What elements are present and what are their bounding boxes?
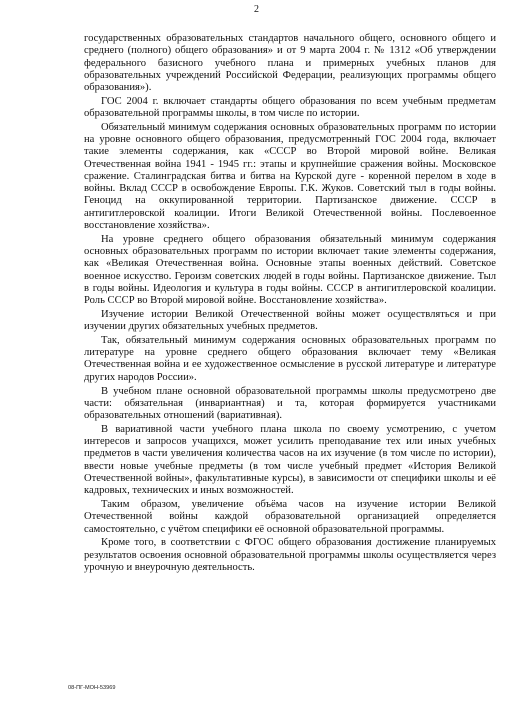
paragraph: Таким образом, увеличение объёма часов на изучение истории Великой Отечественной войны каждой образовательной организацией определяется самостоятельно, с учётом специфики её основной образовательной программы. — [84, 499, 496, 535]
paragraph: Изучение истории Великой Отечественной войны может осуществляться и при изучении других обязательных учебных предметов. — [84, 308, 496, 333]
paragraph: Обязательный минимум содержания основных образовательных программ по истории на уровне основного общего образования, предусмотренный ГОС 2004 года, включает такие элементы содержания, как «СССР во Второй мировой войне. Великая Отечественная война 1941 - 1945 гг.: этапы и крупнейшие сражения войны. Московское сражение. Сталинградская битва и битва на Курской дуге - коренной перелом в ходе в войны. Вклад СССР в освобождение Европы. Г.К. Жуков. Советский тыл в годы войны. Геноцид на оккупированной территории. Партизанское движение. СССР в антигитлеровской коалиции. Итоги Великой Отечественной войны. Послевоенное восстановление хозяйства». — [84, 121, 496, 231]
paragraph: На уровне среднего общего образования обязательный минимум содержания основных образовательных программ по истории включает такие элементы содержания, как «Великая Отечественная война. Основные этапы военных действий. Советское военное искусство. Героизм советских людей в годы войны. Партизанское движение. Тыл в годы войны. Идеология и культура в годы войны. СССР в антигитлеровской коалиции. Роль СССР во Второй мировой войне. Восстановление хозяйства». — [84, 233, 496, 307]
paragraph: В учебном плане основной образовательной программы школы предусмотрено две части: обязательная (инвариантная) и та, которая формируется участниками образовательных отношений (вариативная). — [84, 385, 496, 422]
page-number: 2 — [254, 4, 259, 15]
paragraph: В вариативной части учебного плана школа по своему усмотрению, с учетом интересов и запросов учащихся, может усилить преподавание тех или иных учебных предметов в части увеличения количества часов на их изучение (в том числе по истории), ввести новые учебные предметы (в том числе учебный предмет «История Великой Отечественной войны», факультативные курсы), в зависимости от специфики школы и её кадровых, технических и иных возможностей. — [84, 423, 496, 497]
paragraph: Кроме того, в соответствии с ФГОС общего образования достижение планируемых результатов освоения основной образовательной программы школы осуществляется через урочную и внеурочную деятельность. — [84, 537, 496, 573]
paragraph: Так, обязательный минимум содержания основных образовательных программ по литературе на уровне среднего общего образования включает тему «Великая Отечественная война и ее художественное осмысление в русской литературе и литературе других народов России». — [84, 334, 496, 383]
document-body — [84, 33, 496, 576]
paragraph-continuation: государственных образовательных стандартов начального общего, основного общего и среднего (полного) общего образования» и от 9 марта 2004 г. № 1312 «Об утверждении федерального базисного учебного плана и примерных учебных планов для образовательных учреждений Российской Федерации, реализующих программы общего образования»). — [84, 33, 496, 93]
document-code: 08-ПГ-МОН-53969 — [68, 685, 116, 691]
paragraph: ГОС 2004 г. включает стандарты общего образования по всем учебным предметам образовательной программы школы, в том числе по истории. — [84, 95, 496, 120]
